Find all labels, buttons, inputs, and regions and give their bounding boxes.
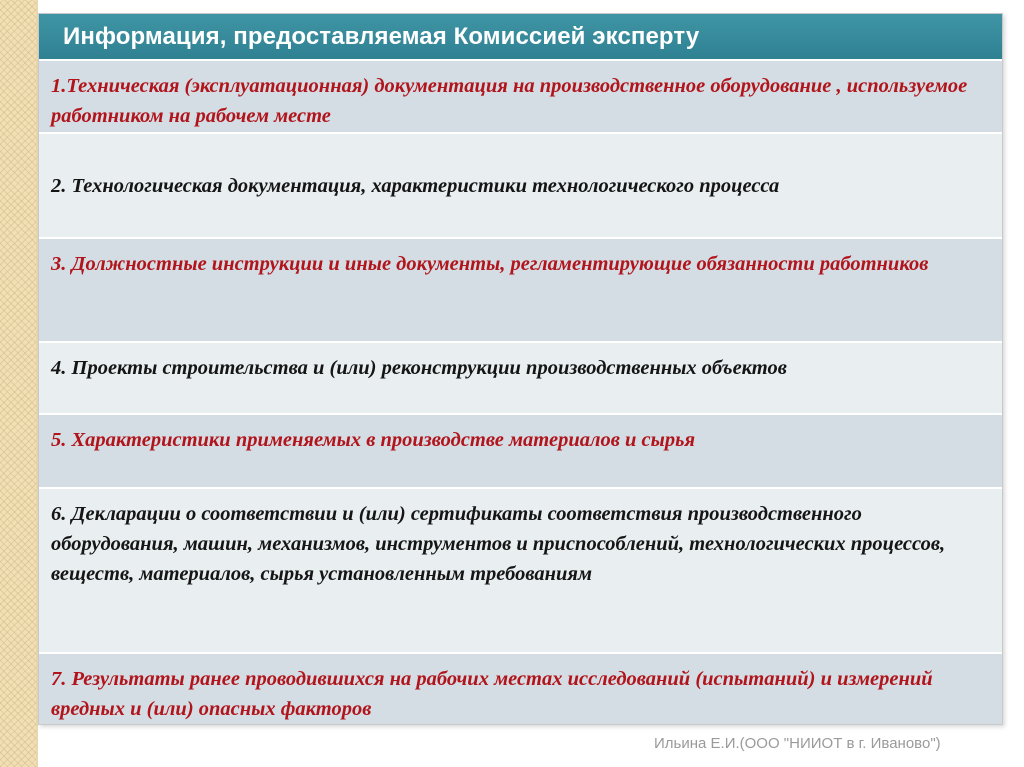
table-row-1: 1.Техническая (эксплуатационная) документация на производственное оборудование , используемое работником на рабочем месте xyxy=(39,59,1002,132)
decorative-side-strip xyxy=(0,0,36,767)
footer-author: Ильина Е.И.(ООО "НИИОТ в г. Иваново") xyxy=(654,735,941,752)
table-row-5: 5. Характеристики применяемых в производстве материалов и сырья xyxy=(39,413,1002,487)
table-row-7: 7. Результаты ранее проводившихся на рабочих местах исследований (испытаний) и измерений вредных и (или) опасных факторов xyxy=(39,652,1002,724)
table-row-6: 6. Декларации о соответствии и (или) сертификаты соответствия производственного оборудования, машин, механизмов, инструментов и приспособлений, технологических процессов, веществ, материалов, сырья установленным требованиям xyxy=(39,487,1002,652)
table-row-2: 2. Технологическая документация, характеристики технологического процесса xyxy=(39,132,1002,237)
table-row-4: 4. Проекты строительства и (или) реконструкции производственных объектов xyxy=(39,341,1002,413)
slide-title: Информация, предоставляемая Комиссией эксперту xyxy=(39,14,1002,59)
table-row-3: 3. Должностные инструкции и иные документы, регламентирующие обязанности работников xyxy=(39,237,1002,341)
info-table xyxy=(38,13,1003,725)
